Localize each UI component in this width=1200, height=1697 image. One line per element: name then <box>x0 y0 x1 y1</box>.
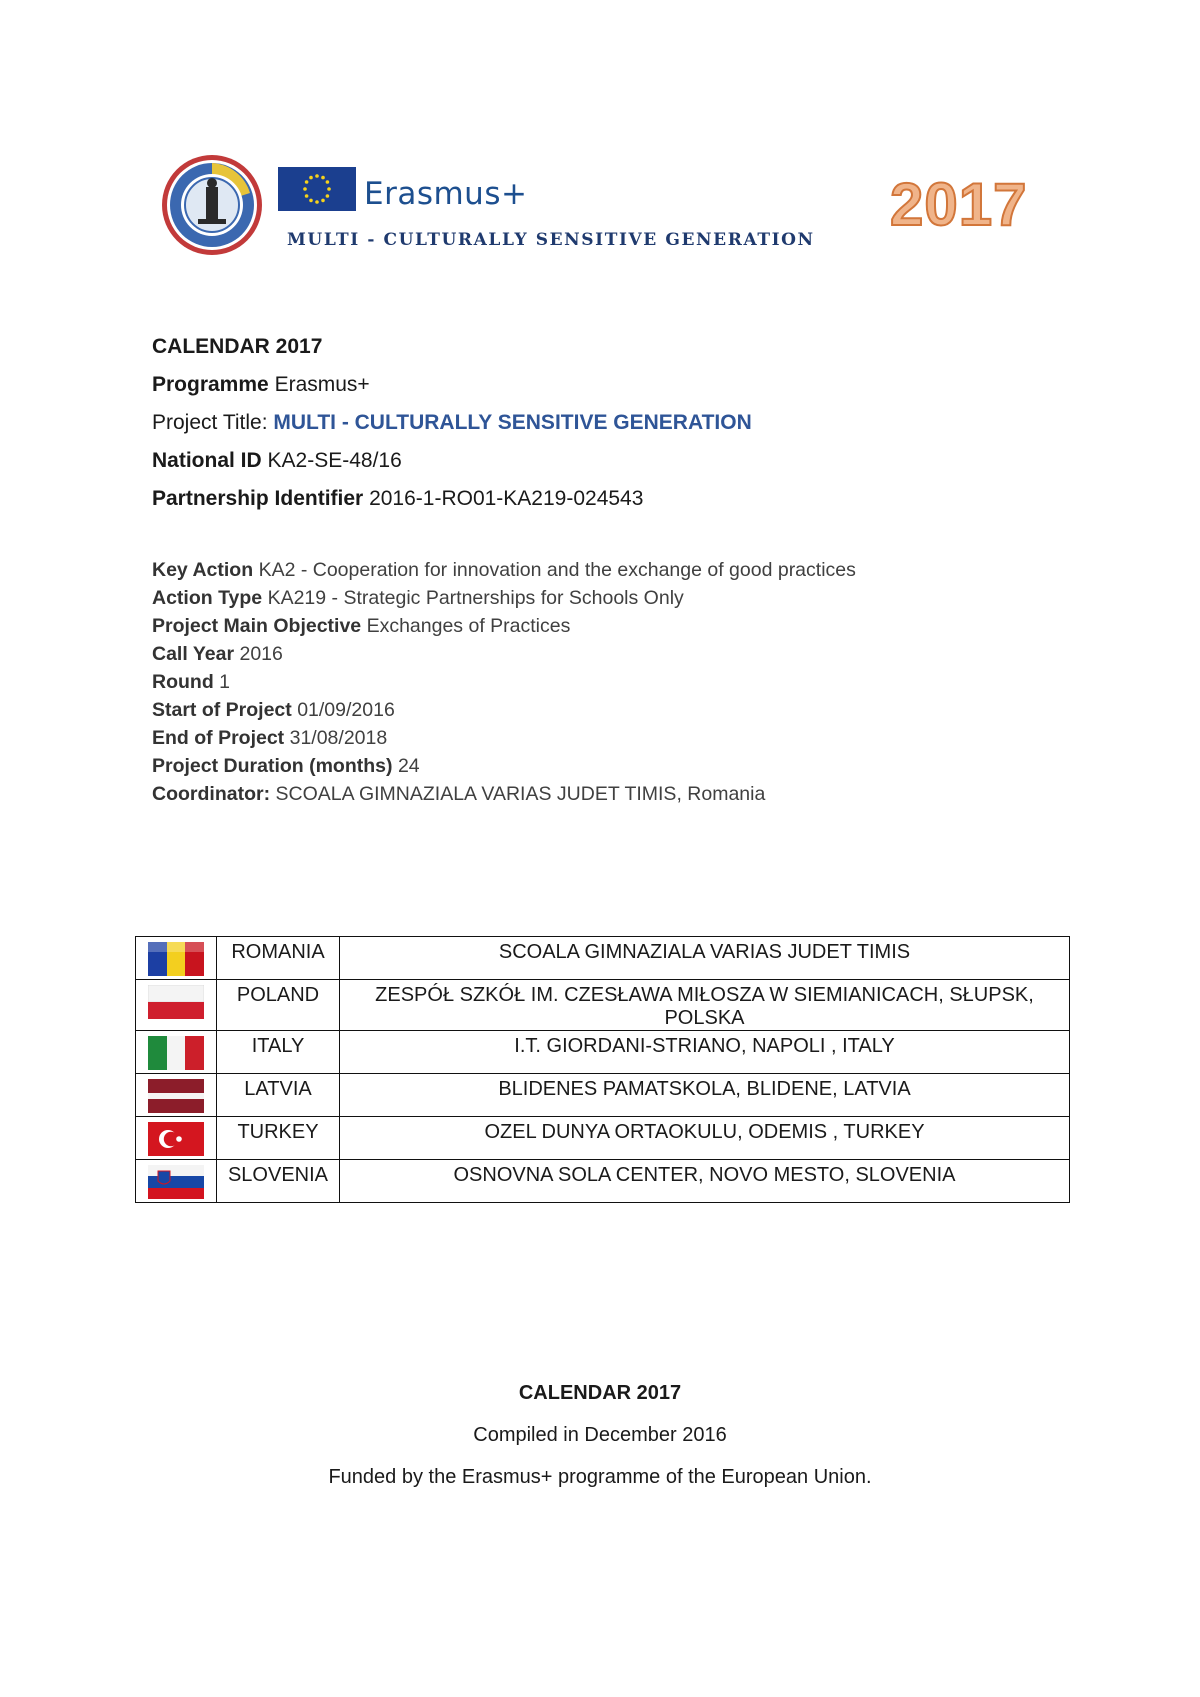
detail-row <box>152 724 856 752</box>
erasmus-brand: Erasmus+ <box>364 176 528 212</box>
school-logo <box>160 153 264 257</box>
country-cell: ITALY <box>217 1031 340 1074</box>
detail-value: Exchanges of Practices <box>366 615 571 637</box>
poland-flag-icon <box>148 985 204 1019</box>
flag-cell <box>136 1031 217 1074</box>
national-id-value: KA2-SE-48/16 <box>267 449 402 472</box>
detail-value: KA219 - Strategic Partnerships for Schools Only <box>267 587 684 609</box>
table-row <box>136 1117 1070 1160</box>
detail-row <box>152 752 856 780</box>
calendar-heading: CALENDAR 2017 <box>152 335 323 358</box>
footer <box>0 1372 1200 1498</box>
detail-row <box>152 612 856 640</box>
detail-label: End of Project <box>152 727 285 749</box>
national-id-row <box>152 442 752 480</box>
country-cell: SLOVENIA <box>217 1160 340 1203</box>
footer-funded: Funded by the Erasmus+ programme of the European Union. <box>328 1466 872 1488</box>
flag-cell <box>136 980 217 1031</box>
project-details <box>152 556 856 808</box>
programme-row <box>152 366 752 404</box>
school-cell: OZEL DUNYA ORTAOKULU, ODEMIS , TURKEY <box>340 1117 1070 1160</box>
country-cell: POLAND <box>217 980 340 1031</box>
country-cell: LATVIA <box>217 1074 340 1117</box>
detail-row <box>152 668 856 696</box>
table-row <box>136 1160 1070 1203</box>
italy-flag-icon <box>148 1036 204 1070</box>
project-title-label: Project Title: <box>152 411 268 434</box>
table-row <box>136 980 1070 1031</box>
detail-label: Project Main Objective <box>152 615 362 637</box>
flag-cell <box>136 937 217 980</box>
detail-label: Key Action <box>152 559 254 581</box>
detail-value: SCOALA GIMNAZIALA VARIAS JUDET TIMIS, Romania <box>275 783 766 805</box>
header-banner <box>160 150 1060 260</box>
partnership-row <box>152 480 752 518</box>
partnership-value: 2016-1-RO01-KA219-024543 <box>369 487 644 510</box>
slovenia-flag-icon <box>148 1165 204 1199</box>
turkey-flag-icon <box>148 1122 204 1156</box>
detail-value: KA2 - Cooperation for innovation and the exchange of good practices <box>258 559 856 581</box>
detail-label: Project Duration (months) <box>152 755 393 777</box>
project-title-value: MULTI - CULTURALLY SENSITIVE GENERATION <box>273 411 752 434</box>
school-cell: BLIDENES PAMATSKOLA, BLIDENE, LATVIA <box>340 1074 1070 1117</box>
detail-label: Coordinator: <box>152 783 271 805</box>
table-row <box>136 1074 1070 1117</box>
detail-row <box>152 584 856 612</box>
school-cell: OSNOVNA SOLA CENTER, NOVO MESTO, SLOVENIA <box>340 1160 1070 1203</box>
table-row <box>136 937 1070 980</box>
detail-row <box>152 780 856 808</box>
detail-row <box>152 556 856 584</box>
flag-cell <box>136 1117 217 1160</box>
detail-value: 31/08/2018 <box>289 727 388 749</box>
project-title-row <box>152 404 752 442</box>
country-cell: ROMANIA <box>217 937 340 980</box>
detail-row <box>152 640 856 668</box>
school-cell: ZESPÓŁ SZKÓŁ IM. CZESŁAWA MIŁOSZA W SIEMIANICACH, SŁUPSK, POLSKA <box>340 980 1070 1031</box>
latvia-flag-icon <box>148 1079 204 1113</box>
national-id-label: National ID <box>152 449 262 472</box>
flag-cell <box>136 1160 217 1203</box>
detail-value: 1 <box>219 671 231 693</box>
project-info <box>152 328 752 518</box>
detail-row <box>152 696 856 724</box>
detail-label: Round <box>152 671 214 693</box>
detail-value: 2016 <box>239 643 283 665</box>
project-banner: MULTI - CULTURALLY SENSITIVE GENERATION <box>287 230 815 250</box>
detail-value: 24 <box>397 755 420 777</box>
school-cell: I.T. GIORDANI-STRIANO, NAPOLI , ITALY <box>340 1031 1070 1074</box>
table-row <box>136 1031 1070 1074</box>
programme-value: Erasmus+ <box>274 373 370 396</box>
detail-label: Start of Project <box>152 699 292 721</box>
flag-cell <box>136 1074 217 1117</box>
eu-flag-icon <box>278 167 356 211</box>
footer-title: CALENDAR 2017 <box>518 1382 682 1404</box>
romania-flag-icon <box>148 942 204 976</box>
footer-compiled: Compiled in December 2016 <box>473 1424 727 1446</box>
detail-label: Action Type <box>152 587 263 609</box>
programme-label: Programme <box>152 373 269 396</box>
year-badge: 2017 <box>890 171 1028 238</box>
partners-table <box>135 936 1070 1203</box>
detail-value: 01/09/2016 <box>297 699 395 721</box>
school-cell: SCOALA GIMNAZIALA VARIAS JUDET TIMIS <box>340 937 1070 980</box>
partnership-label: Partnership Identifier <box>152 487 364 510</box>
country-cell: TURKEY <box>217 1117 340 1160</box>
detail-label: Call Year <box>152 643 235 665</box>
